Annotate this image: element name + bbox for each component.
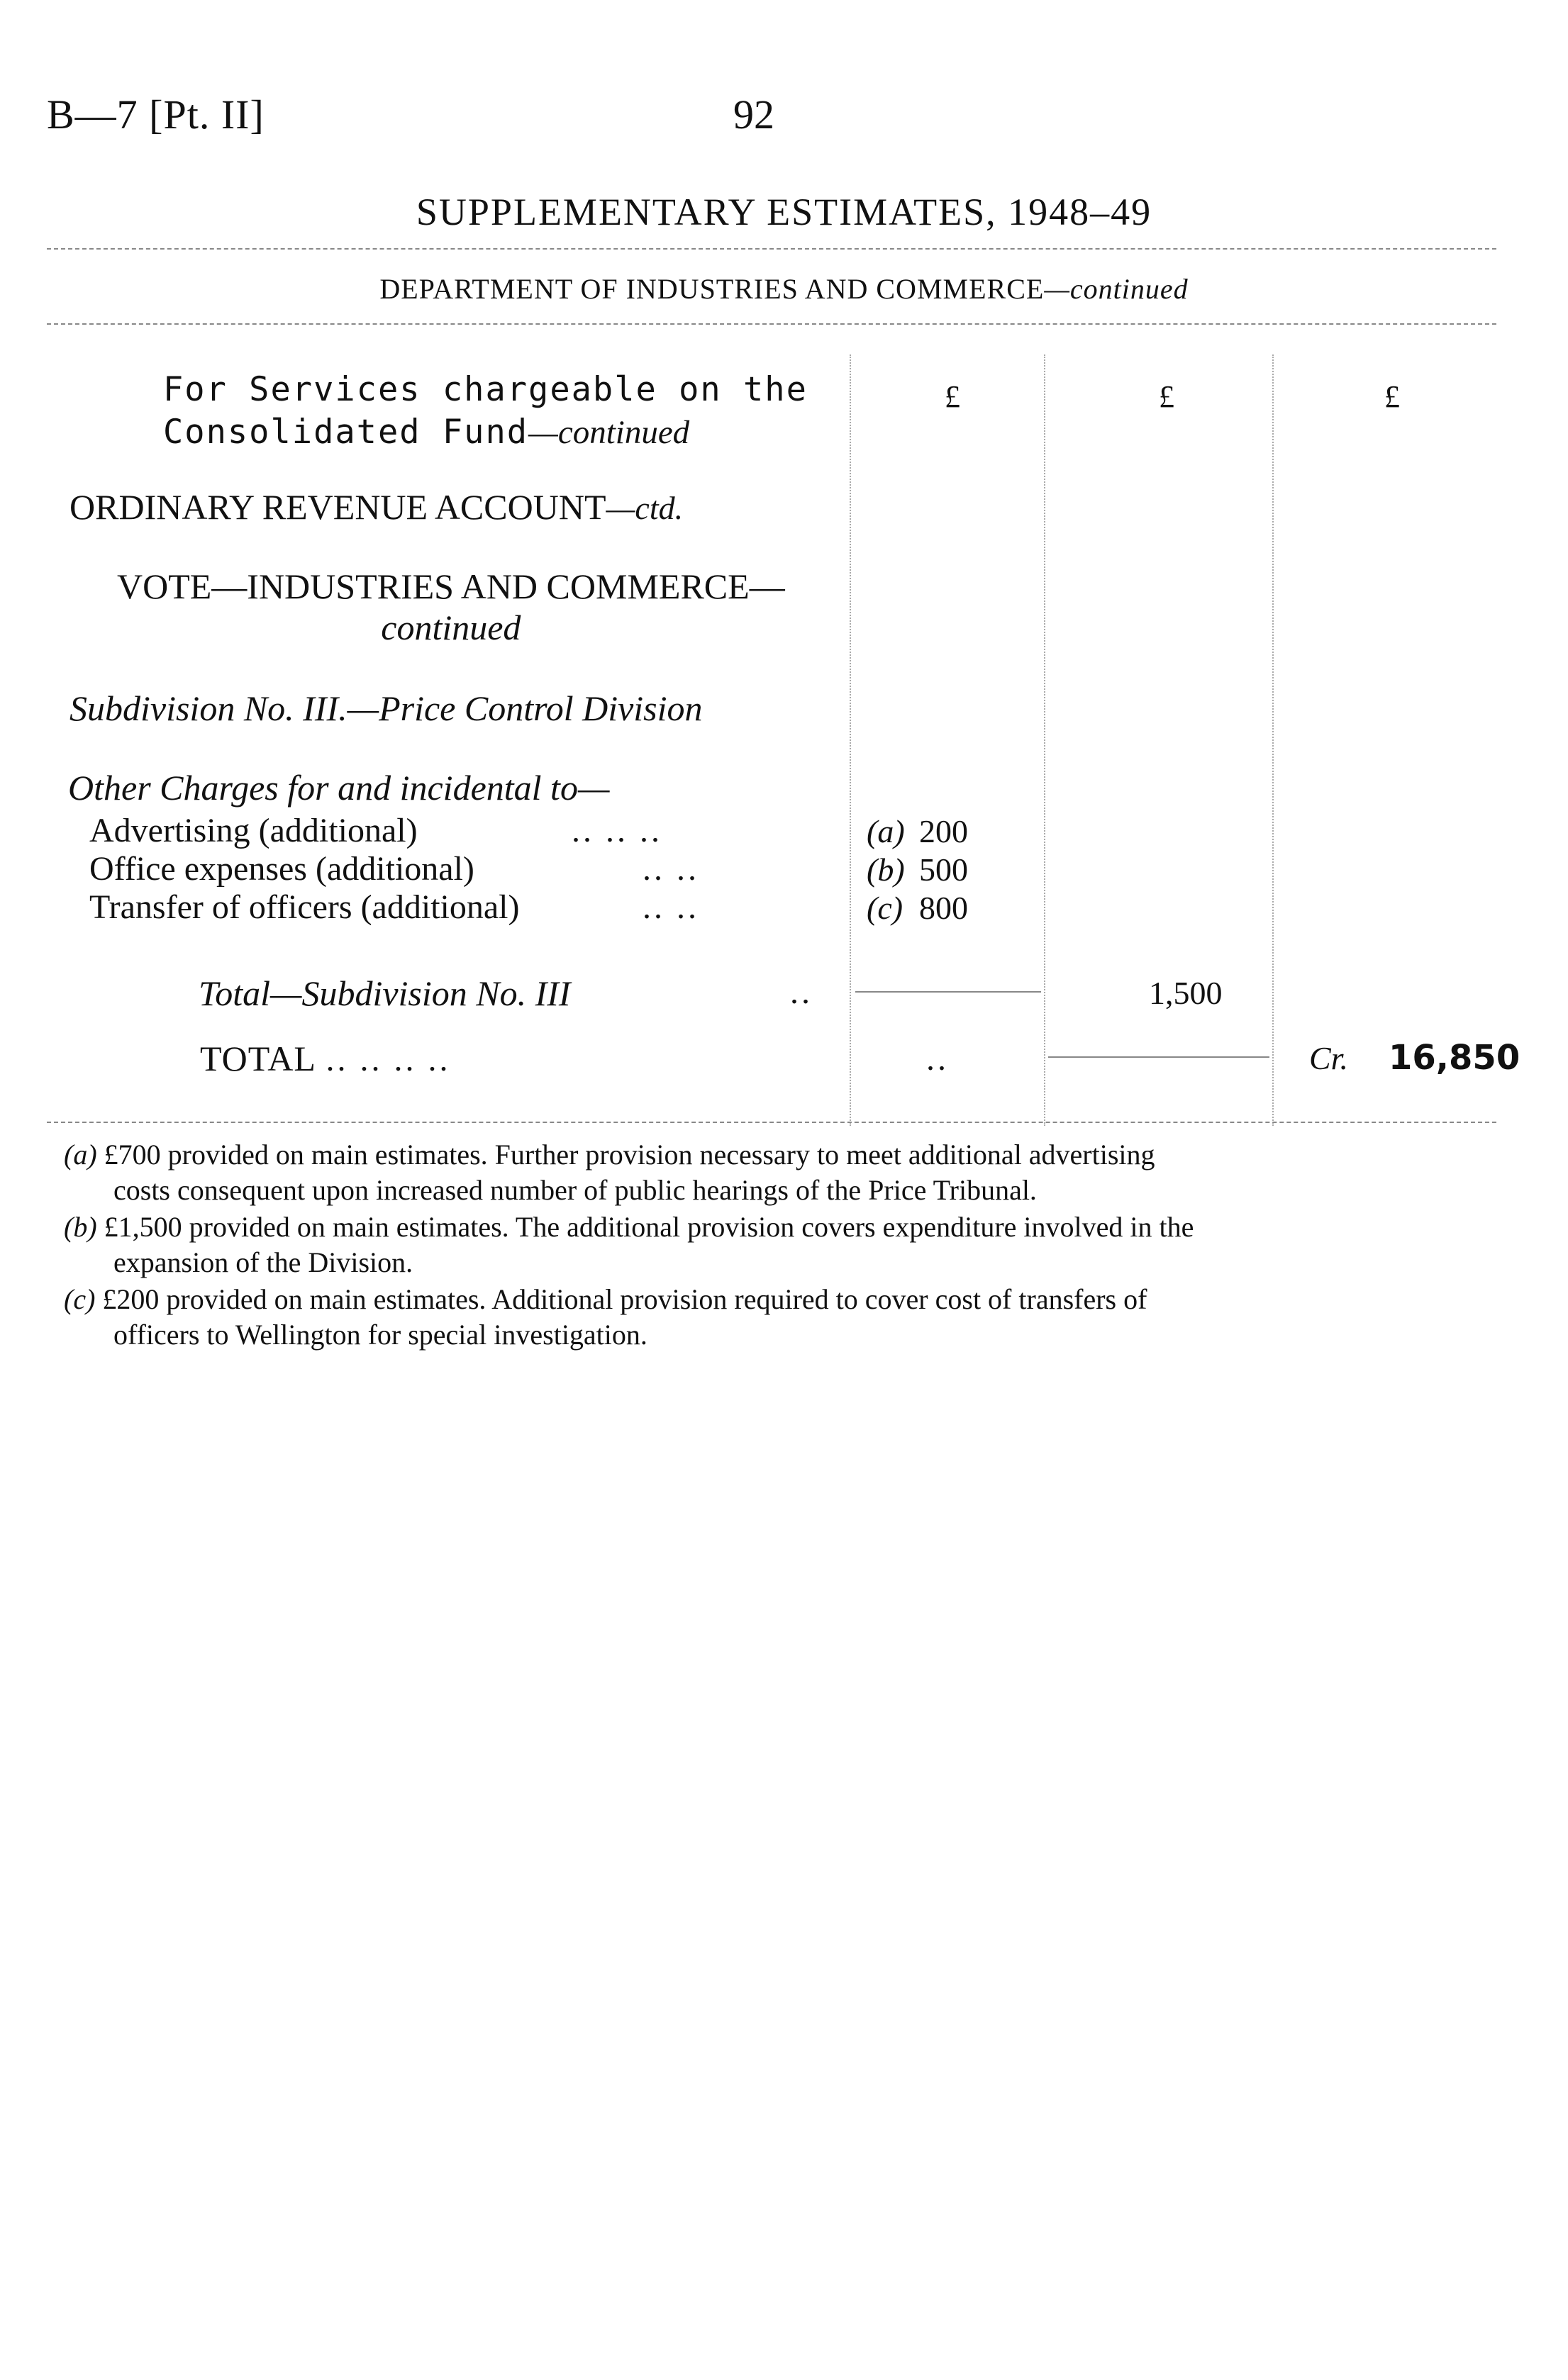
column-rule-1 xyxy=(850,354,851,1126)
total-amount: 16,850 xyxy=(1389,1038,1520,1078)
item-office-expenses-amount: 500 xyxy=(919,851,968,888)
title-rule xyxy=(47,248,1496,250)
vote-line-1: VOTE—INDUSTRIES AND COMMERCE— xyxy=(117,566,785,606)
department-heading xyxy=(0,272,1568,306)
item-advertising-leader: .. .. .. xyxy=(572,812,662,849)
services-line-1: For Services chargeable on the xyxy=(163,370,808,409)
footnote-a-line-1: £700 provided on main estimates. Further provision necessary to meet additional advertising xyxy=(104,1139,1155,1171)
subtotal-leader: .. xyxy=(790,973,813,1011)
total-leader: .. .. .. .. xyxy=(326,1041,451,1078)
footnote-b-mark: (b) xyxy=(64,1211,97,1243)
services-line-2 xyxy=(163,411,808,454)
subdivision-heading: Subdivision No. III.—Price Control Division xyxy=(69,688,703,728)
subtotal-rule xyxy=(855,991,1041,993)
item-office-expenses-leader: .. .. xyxy=(643,850,699,888)
item-advertising-label: Advertising (additional) xyxy=(89,812,418,849)
footnote-c xyxy=(64,1282,1511,1353)
services-heading xyxy=(163,369,808,454)
total-col1-leader: .. xyxy=(926,1040,949,1078)
item-advertising-amount: 200 xyxy=(919,813,968,849)
subtotal-label: Total—Subdivision No. III xyxy=(199,973,571,1013)
footnote-c-line-1: £200 provided on main estimates. Additional provision required to cover cost of transfers of xyxy=(102,1283,1147,1315)
account-heading xyxy=(69,486,683,527)
vote-line-2: continued xyxy=(381,608,521,647)
footnote-a xyxy=(64,1137,1511,1208)
footnote-a-mark: (a) xyxy=(64,1139,97,1171)
column-rule-3 xyxy=(1272,354,1274,1126)
account-suffix: —ctd. xyxy=(606,490,684,526)
total-credit-marker: Cr. xyxy=(1309,1040,1348,1076)
subtotal-amount: 1,500 xyxy=(1149,975,1223,1011)
column-rule-2 xyxy=(1044,354,1045,1126)
item-transfer-leader: .. .. xyxy=(643,888,699,926)
footnote-b xyxy=(64,1209,1511,1280)
currency-symbol-col3: £ xyxy=(1384,379,1400,414)
footnote-b-line-2: expansion of the Division. xyxy=(113,1246,413,1278)
page-reference: B—7 [Pt. II] xyxy=(47,91,265,138)
total-label: TOTAL xyxy=(200,1039,316,1078)
department-name: DEPARTMENT OF INDUSTRIES AND COMMERCE xyxy=(379,273,1045,305)
vote-heading xyxy=(117,566,785,648)
currency-symbol-col2: £ xyxy=(1159,379,1174,414)
total-row xyxy=(200,1038,450,1079)
total-rule xyxy=(1048,1056,1269,1058)
footnote-c-line-2: officers to Wellington for special investigation. xyxy=(113,1319,647,1351)
footnote-b-line-1: £1,500 provided on main estimates. The additional provision covers expenditure involved in the xyxy=(104,1211,1194,1243)
department-suffix: —continued xyxy=(1044,273,1189,305)
page-number: 92 xyxy=(733,91,774,138)
account-name: ORDINARY REVENUE ACCOUNT xyxy=(69,487,606,527)
item-office-expenses-label: Office expenses (additional) xyxy=(89,850,474,888)
other-charges-heading: Other Charges for and incidental to— xyxy=(68,768,610,808)
services-suffix: —continued xyxy=(528,414,690,451)
document-title: SUPPLEMENTARY ESTIMATES, 1948–49 xyxy=(416,191,1152,233)
footnote-a-line-2: costs consequent upon increased number of public hearings of the Price Tribunal. xyxy=(113,1174,1037,1206)
item-office-expenses-note: (b) xyxy=(867,851,905,888)
item-advertising-note: (a) xyxy=(867,813,905,849)
item-transfer-amount: 800 xyxy=(919,890,968,926)
item-transfer-label: Transfer of officers (additional) xyxy=(89,888,520,926)
footnote-c-mark: (c) xyxy=(64,1283,96,1315)
services-fund: Consolidated Fund xyxy=(163,413,529,452)
table-bottom-rule xyxy=(47,1122,1496,1123)
currency-symbol-col1: £ xyxy=(945,379,960,414)
item-transfer-note: (c) xyxy=(867,890,903,926)
department-rule xyxy=(47,323,1496,325)
